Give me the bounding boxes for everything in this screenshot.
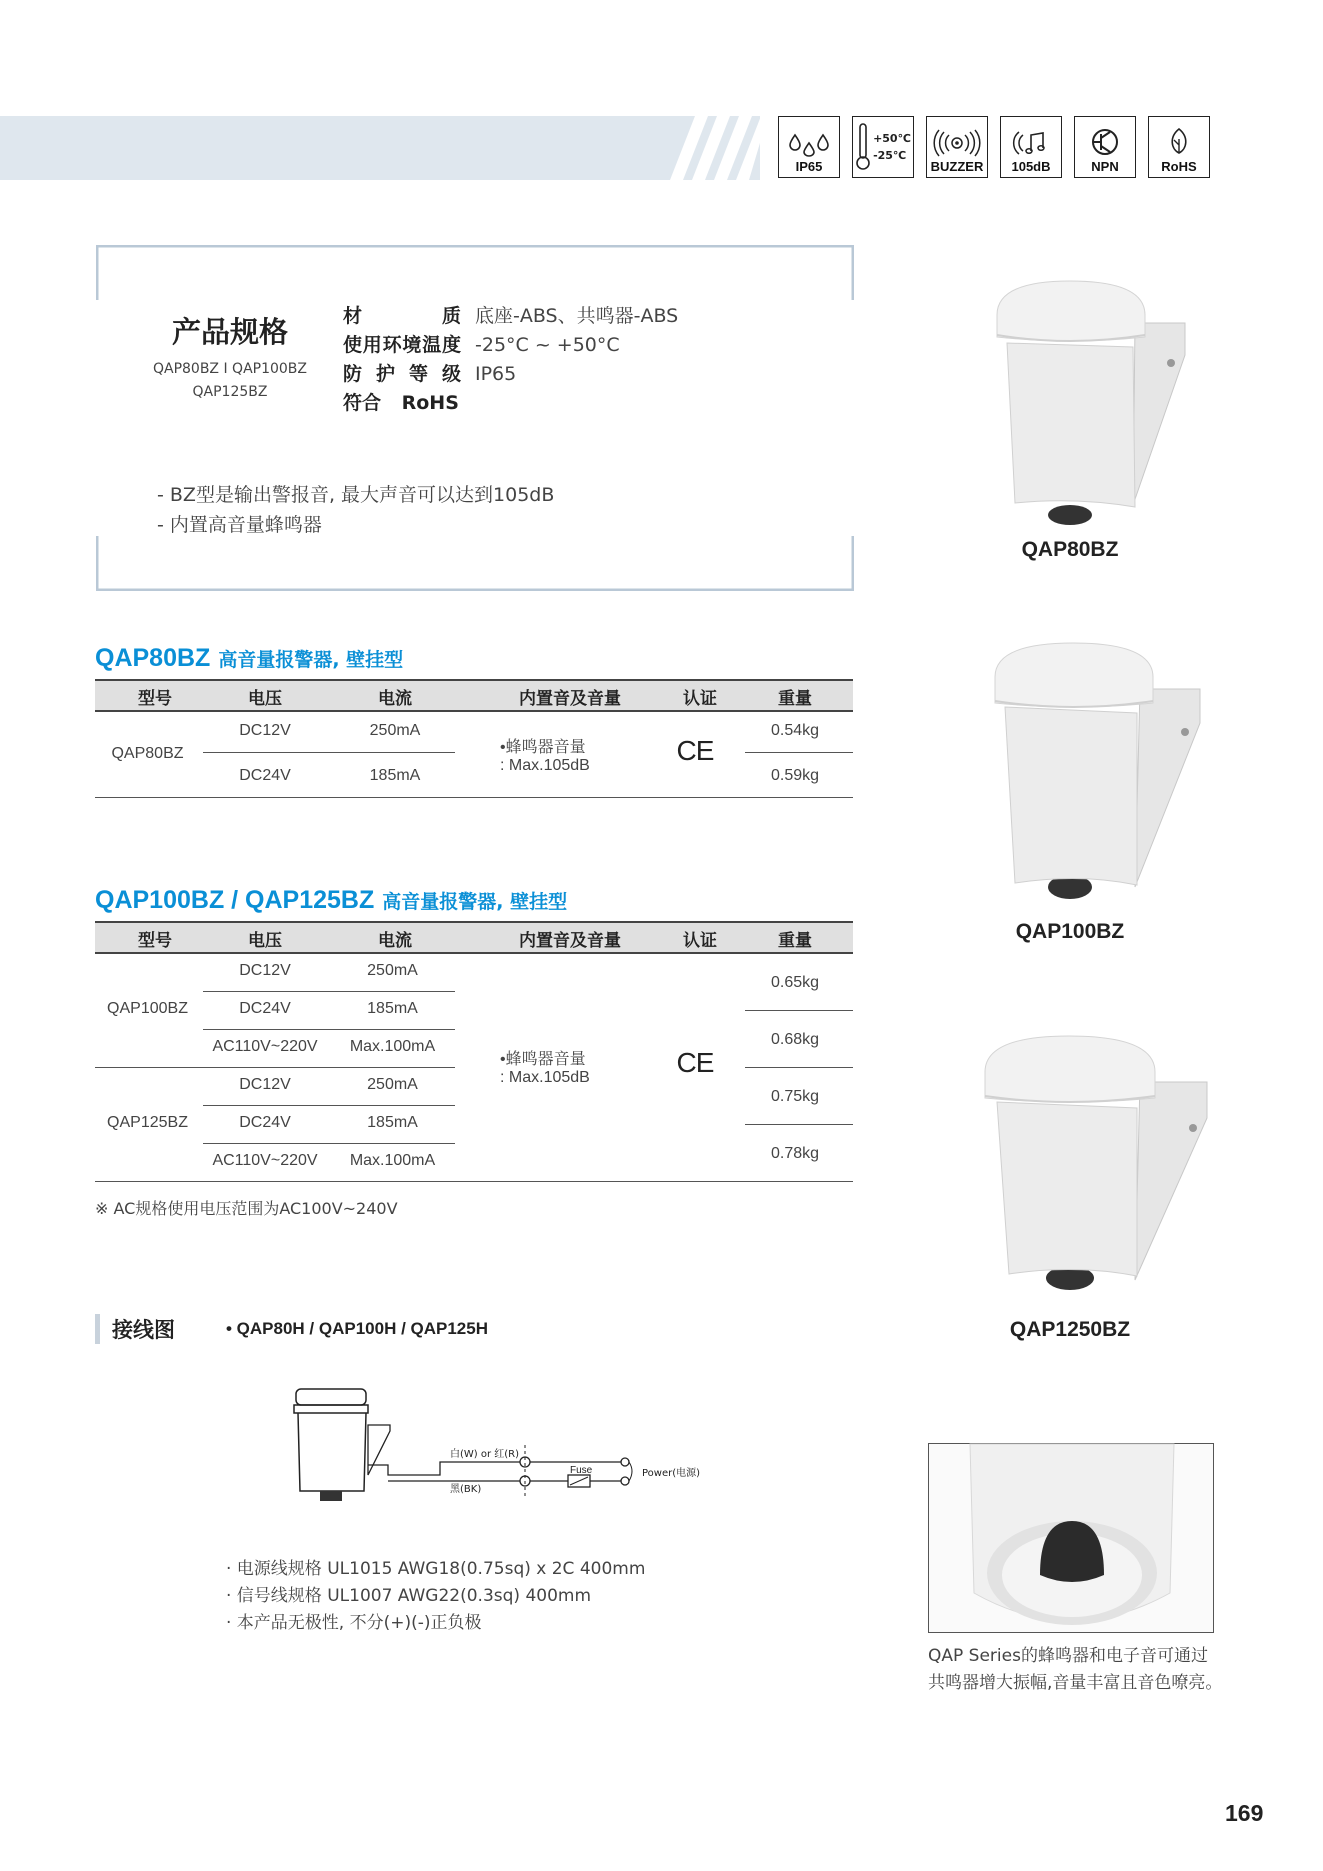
table2-header-voltage: 电压 xyxy=(248,931,282,951)
wire2-label: 黑(BK) xyxy=(450,1484,482,1495)
table2-voltage-cell: AC110V~220V xyxy=(212,1038,318,1055)
spec-row-material xyxy=(343,302,678,330)
ip65-label: IP65 xyxy=(795,159,823,174)
table2-voltage-cell: DC24V xyxy=(239,1114,291,1131)
spec-value: IP65 xyxy=(475,363,517,385)
caption-line1: QAP Series的蜂鸣器和电子音可通过 xyxy=(928,1646,1208,1666)
wiring-note: · 电源线规格 UL1015 AWG18(0.75sq) x 2C 400mm xyxy=(226,1559,646,1579)
table1-current-cell: 185mA xyxy=(369,767,421,784)
ce-mark-icon: CE xyxy=(676,735,714,766)
ip65-water-drops-icon xyxy=(787,131,831,157)
table1-voltage-cell: DC12V xyxy=(239,722,291,739)
table1-header-sound: 内置音及音量 xyxy=(519,689,621,709)
table2-model-cell: QAP125BZ xyxy=(107,1114,188,1131)
table2-row-line xyxy=(203,991,455,992)
table1-row-line xyxy=(203,752,455,753)
wiring-notes xyxy=(226,1556,645,1637)
product-label-qap125bz: QAP1250BZ xyxy=(1009,1318,1131,1341)
wire1-label: 白(W) or 红(R) xyxy=(450,1449,520,1460)
table2-current-cell: Max.100mA xyxy=(349,1152,436,1169)
spec-key: 防护等级 xyxy=(343,363,461,385)
wiring-models: • QAP80H / QAP100H / QAP125H xyxy=(226,1319,488,1338)
decibel-label: 105dB xyxy=(1011,159,1051,174)
header-stripes-decoration xyxy=(650,116,765,180)
table1-sound-line1: •蜂鸣器音量 xyxy=(500,739,586,756)
table1-weight-cell: 0.59kg xyxy=(770,767,820,784)
rohs-badge xyxy=(1148,116,1210,178)
table2-row-line xyxy=(203,1029,455,1030)
table2-current-cell: 250mA xyxy=(367,1076,418,1093)
spec-models xyxy=(140,358,320,404)
spec-row-temperature xyxy=(343,331,620,359)
table1-voltage-cell: DC24V xyxy=(239,767,291,784)
product-image-qap80bz xyxy=(985,275,1195,525)
table1-row-line xyxy=(745,752,853,753)
table2-group-line xyxy=(95,1067,455,1068)
rohs-label: RoHS xyxy=(1161,159,1197,174)
table1-weight-cell: 0.54kg xyxy=(770,722,820,739)
table2-divider xyxy=(95,952,853,954)
spec-value: -25°C ~ +50°C xyxy=(475,334,620,356)
wiring-title: 接线图 xyxy=(95,1314,175,1344)
closeup-caption xyxy=(928,1643,1222,1697)
wiring-note: · 本产品无极性, 不分(+)(-)正负极 xyxy=(226,1613,482,1633)
table2-row-line xyxy=(203,1105,455,1106)
spec-key: 材质 xyxy=(343,305,461,327)
music-note-sound-icon xyxy=(1011,129,1051,157)
spec-note: - 内置高音量蜂鸣器 xyxy=(157,514,322,536)
table2-model-cell: QAP100BZ xyxy=(107,1000,188,1017)
buzzer-label: BUZZER xyxy=(930,159,984,174)
table1-current-cell: 250mA xyxy=(369,722,421,739)
spec-row-rohs xyxy=(343,389,459,417)
fuse-label: Fuse xyxy=(570,1465,593,1476)
spec-value: 底座-ABS、共鸣器-ABS xyxy=(475,305,679,327)
table2-header-row xyxy=(95,921,853,953)
product-label-qap100bz: QAP100BZ xyxy=(1015,920,1125,943)
table1-model-title: QAP80BZ xyxy=(95,644,211,672)
table1-model-cell: QAP80BZ xyxy=(111,745,184,762)
npn-transistor-icon xyxy=(1089,127,1121,157)
table2-model-title: QAP100BZ / QAP125BZ xyxy=(95,886,375,914)
product-label-qap80bz: QAP80BZ xyxy=(1021,538,1119,561)
temperature-badge xyxy=(852,116,914,178)
spec-key: 使用环境温度 xyxy=(343,334,461,356)
table1-sound-cell xyxy=(500,734,610,775)
thermometer-icon xyxy=(855,121,871,171)
table2-current-cell: 185mA xyxy=(367,1114,418,1131)
table1-header-cert: 认证 xyxy=(683,689,717,709)
table1-subtitle: 高音量报警器, 壁挂型 xyxy=(218,649,404,671)
wiring-diagram xyxy=(290,1385,730,1510)
caption-line2: 共鸣器增大振幅,音量丰富且音色嘹亮。 xyxy=(928,1673,1223,1693)
table1-header-current: 电流 xyxy=(378,689,412,709)
table2-sound-line1: •蜂鸣器音量 xyxy=(500,1051,586,1068)
table2-voltage-cell: DC12V xyxy=(239,962,291,979)
table2-header-model: 型号 xyxy=(138,931,172,951)
npn-badge xyxy=(1074,116,1136,178)
spec-note: - BZ型是输出警报音, 最大声音可以达到105dB xyxy=(157,484,555,506)
table2-weight-cell: 0.68kg xyxy=(770,1031,820,1048)
table1-header-model: 型号 xyxy=(138,689,172,709)
table2-header-weight: 重量 xyxy=(778,931,812,951)
power-label: Power(电源) xyxy=(642,1468,701,1479)
temp-max-label: +50℃ xyxy=(873,132,911,145)
table2-sound-line2: : Max.105dB xyxy=(500,1069,590,1086)
spec-models-line2: QAP125BZ xyxy=(192,384,268,400)
table2-current-cell: 250mA xyxy=(367,962,418,979)
spec-notes xyxy=(157,480,554,540)
table2-voltage-cell: DC12V xyxy=(239,1076,291,1093)
ce-mark-icon: CE xyxy=(676,1047,714,1078)
table1-sound-line2: : Max.105dB xyxy=(500,757,590,774)
spec-row-protection xyxy=(343,360,516,388)
npn-label: NPN xyxy=(1091,159,1119,174)
table2-weight-cell: 0.75kg xyxy=(770,1088,820,1105)
table2-bottom-line xyxy=(95,1181,853,1182)
table2-voltage-cell: DC24V xyxy=(239,1000,291,1017)
table1-bottom-line xyxy=(95,797,853,798)
table2-current-cell: Max.100mA xyxy=(349,1038,436,1055)
table2-row-line xyxy=(745,1124,853,1125)
table2-voltage-cell: AC110V~220V xyxy=(212,1152,318,1169)
table2-header-sound: 内置音及音量 xyxy=(519,931,621,951)
header-band xyxy=(0,116,760,180)
table2-current-cell: 185mA xyxy=(367,1000,418,1017)
temp-min-label: -25℃ xyxy=(873,149,907,162)
table1-header-weight: 重量 xyxy=(778,689,812,709)
buzzer-badge xyxy=(926,116,988,178)
page-number: 169 xyxy=(1225,1800,1264,1826)
table2-header-current: 电流 xyxy=(378,931,412,951)
spec-title: 产品规格 xyxy=(171,315,288,349)
table2-weight-cell: 0.78kg xyxy=(770,1145,820,1162)
product-image-qap100bz xyxy=(985,637,1205,907)
wiring-note: · 信号线规格 UL1007 AWG22(0.3sq) 400mm xyxy=(226,1586,592,1606)
buzzer-closeup-image xyxy=(928,1443,1214,1633)
table1-divider xyxy=(95,710,853,712)
table2-row-line xyxy=(203,1143,455,1144)
table2-header-cert: 认证 xyxy=(683,931,717,951)
table2-sound-cell xyxy=(500,1046,610,1087)
table2-weight-cell: 0.65kg xyxy=(770,974,820,991)
buzzer-sound-icon xyxy=(932,129,982,157)
ip65-badge xyxy=(778,116,840,178)
table2-footnote: ※ AC规格使用电压范围为AC100V~240V xyxy=(95,1199,398,1218)
product-image-qap125bz xyxy=(975,1030,1215,1300)
spec-key: 符合 RoHS xyxy=(343,392,459,414)
table2-heading xyxy=(95,886,567,915)
decibel-badge xyxy=(1000,116,1062,178)
table2-row-line xyxy=(745,1010,853,1011)
table2-row-line xyxy=(745,1067,853,1068)
table1-header-voltage: 电压 xyxy=(248,689,282,709)
table1-header-row xyxy=(95,679,853,711)
table1-heading xyxy=(95,644,403,673)
rohs-leaf-icon xyxy=(1165,127,1193,157)
spec-models-line1: QAP80BZ Ι QAP100BZ xyxy=(152,361,308,377)
table2-subtitle: 高音量报警器, 壁挂型 xyxy=(382,891,568,913)
